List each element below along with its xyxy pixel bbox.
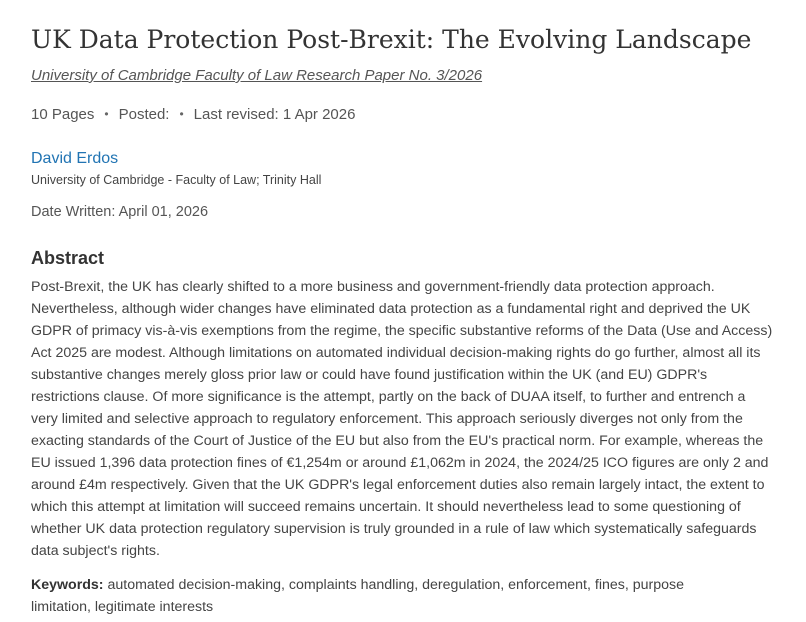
abstract-heading: Abstract [31, 248, 105, 268]
keywords-label: Keywords: [31, 577, 104, 593]
page-count: 10 Pages [31, 106, 95, 123]
meta-separator: • [179, 107, 184, 121]
last-revised-date: Last revised: 1 Apr 2026 [193, 106, 356, 123]
keywords-text: automated decision-making, complaints handling, deregulation, enforcement, fines, purpose limitation, legitimate interests [31, 577, 684, 615]
date-written: Date Written: April 01, 2026 [31, 204, 209, 220]
abstract-text: Post-Brexit, the UK has clearly shifted to a more business and government-friendly data protection approach. Nevertheless, although wider changes have eliminated data protection as a fundamental right and deprived the UK GDPR of primacy vis-à-vis exemptions from the regime, the specific substantive reforms of the Data (Use and Access) Act 2025 are modest. Although limitations on automated individual decision-making rights do go further, almost all its substantive changes merely gloss prior law or could have found justification within the UK (and EU) GDPR's restrictions clause. Of more significance is the attempt, partly on the back of DUAA itself, to further and entrench a very limited and selective approach to regulatory enforcement. This approach seriously diverges not only from the exacting standards of the Court of Justice of the EU but also from the EU's practical norm. For example, whereas the EU issued 1,396 data protection fines of €1,254m or around £1,062m in 2024, the 2024/25 ICO figures are only 2 and around £4m respectively. Given that the UK GDPR's legal enforcement duties also remain largely intact, the extent to which this attempt at limitation will succeed remains uncertain. It should nevertheless lead to some questioning of whether UK data protection regulatory supervision is truly grounded in a rule of law which systematically safeguards data subject's rights. [31, 279, 773, 559]
paper-series-link[interactable]: University of Cambridge Faculty of Law Research Paper No. 3/2026 [31, 67, 483, 84]
paper-title: UK Data Protection Post-Brexit: The Evolving Landscape [31, 25, 752, 54]
author-affiliation: University of Cambridge - Faculty of Law; Trinity Hall [31, 173, 322, 187]
posted-date: Posted: [118, 106, 170, 123]
author-link[interactable]: David Erdos [31, 150, 119, 167]
paper-meta [31, 104, 355, 125]
meta-separator: • [104, 107, 109, 121]
keywords [31, 574, 731, 618]
